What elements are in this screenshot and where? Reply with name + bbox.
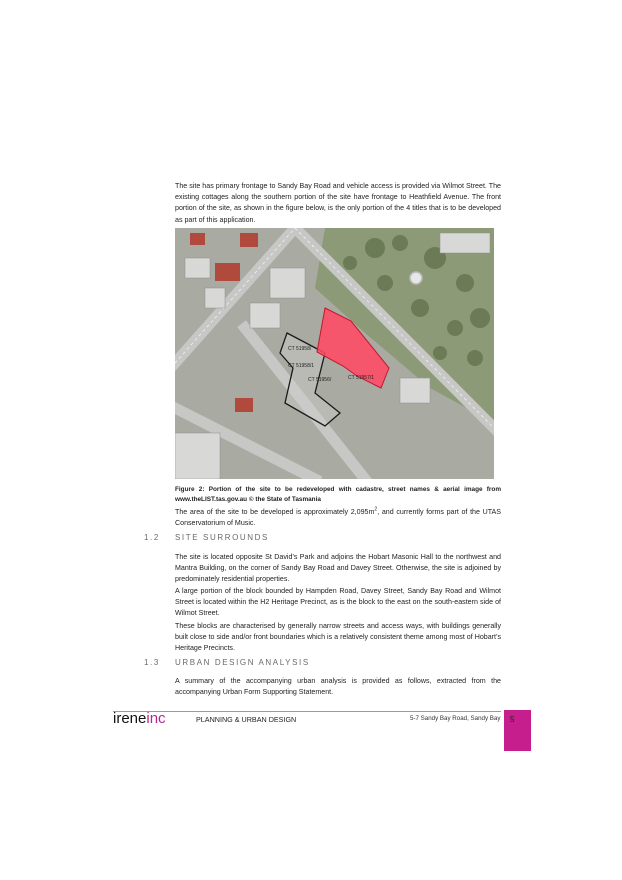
title-label: CT 51958/ — [288, 346, 312, 352]
brand-accent: inc — [146, 710, 166, 727]
figure-caption: Figure 2: Portion of the site to be redeveloped with cadastre, street names & aerial image from www.theLIST.tas.gov.au © the State of Tasmania — [175, 486, 501, 503]
section-title: SITE SURROUNDS — [175, 533, 269, 542]
footer-divider — [113, 711, 501, 712]
urban-design-paragraph: A summary of the accompanying urban analysis is provided as follows, extracted from the accompanying Urban Form Supporting Statement. — [175, 677, 501, 697]
brand-subtitle: PLANNING & URBAN DESIGN — [196, 715, 297, 724]
area-text-before: The area of the site to be developed is approximately 2,095m — [175, 508, 375, 516]
section-number: 1.2 — [144, 533, 160, 542]
section-heading-urban-design — [144, 658, 310, 667]
surrounds-paragraph-3: These blocks are characterised by generally narrow streets and access ways, with buildings generally built close to side and/or front boundaries which is a relatively consistent theme among most of Hobart’s Heritage Precincts. — [175, 622, 501, 653]
area-text-after: , and currently forms part of the UTAS Conservatorium of Music. — [175, 508, 501, 528]
surrounds-paragraph-1: The site is located opposite St David’s Park and adjoins the Hobart Masonic Hall to the northwest and Mantra Building, on the corner of Sandy Bay Road and Davey Street. Otherwise, the site is adjoined by predominately residential properties. — [175, 553, 501, 584]
surrounds-paragraph-2: A large portion of the block bounded by Hampden Road, Davey Street, Sandy Bay Road and Wilmot Street is located within the H2 Heritage Precinct, as is the block to the east on the south-eastern side of Wilmot Street. — [175, 587, 501, 618]
section-number: 1.3 — [144, 658, 160, 667]
area-paragraph — [175, 507, 501, 529]
brand-logo — [113, 710, 166, 727]
title-label: CT 51956/ — [308, 377, 332, 383]
section-heading-site-surrounds — [144, 533, 269, 542]
footer-address: 5-7 Sandy Bay Road, Sandy Bay — [410, 715, 501, 722]
aerial-site-map — [175, 228, 494, 479]
section-title: URBAN DESIGN ANALYSIS — [175, 658, 310, 667]
page-number: 5 — [510, 715, 515, 724]
title-label: CT 51958/1 — [288, 363, 315, 369]
page-number-box — [504, 710, 531, 751]
intro-paragraph: The site has primary frontage to Sandy Bay Road and vehicle access is provided via Wilmot Street. The existing cottages along the southern portion of the site have frontage to Heathfield Avenue. The front portion of the site, as shown in the figure below, is the only portion of the 4 titles that is to be developed as part of this application. — [175, 182, 501, 224]
area-superscript: 2 — [374, 506, 378, 513]
brand-main: irene — [113, 710, 147, 727]
title-label: CT 51957/1 — [348, 375, 375, 381]
